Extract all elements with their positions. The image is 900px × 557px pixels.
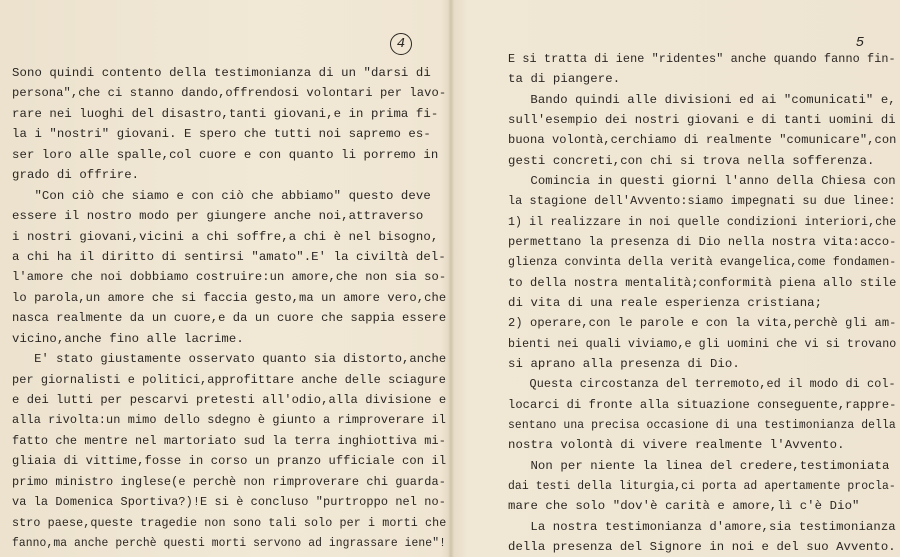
- text-line: va la Domenica Sportiva?)!E si è concluso "purtroppo nel no-: [12, 495, 446, 510]
- text-line: glienza convinta della verità evangelica,come fondamen-: [508, 255, 897, 270]
- text-line: dai testi della liturgia,ci porta ad apertamente procla-: [508, 479, 896, 493]
- text-line: mare che solo "dov'è carità e amore,lì c'è Dio": [508, 499, 860, 514]
- text-line: rare nei luoghi del disastro,tanti giovani,e in prima fi-: [12, 106, 439, 121]
- text-line: buona volontà,cerchiamo di realmente "comunicare",con: [508, 133, 897, 148]
- text-line: i nostri giovani,vicini a chi soffre,a chi è nel bisogno,: [12, 229, 439, 244]
- text-line: Comincia in questi giorni l'anno della Chiesa con: [508, 174, 896, 188]
- text-line: di vita di una reale esperienza cristiana;: [508, 296, 823, 310]
- text-line: ser loro alle spalle,col cuore e con quanto li porremo in: [12, 147, 439, 162]
- right-page: [452, 0, 900, 557]
- text-line: gliaia di vittime,fosse in corso un pranzo ufficiale con il: [12, 454, 447, 469]
- text-line: vicino,anche fino alle lacrime.: [12, 331, 244, 346]
- text-line: nasca realmente da un cuore,e da un cuore che sappia essere: [12, 311, 447, 326]
- text-line: la i "nostri" giovani. E spero che tutti noi sapremo es-: [12, 127, 431, 142]
- right-page-number: 5: [855, 35, 865, 51]
- text-line: nostra volontà di vivere realmente l'Avvento.: [508, 438, 845, 453]
- text-line: primo ministro inglese(e perchè non rimproverare chi guarda-: [12, 474, 446, 489]
- text-line: a chi ha il diritto di sentirsi "amato".E' la civiltà del-: [12, 249, 446, 264]
- text-line: per giornalisti e politici,approfittare anche delle sciagure: [12, 372, 446, 387]
- text-line: Questa circostanza del terremoto,ed il modo di col-: [508, 377, 896, 392]
- text-line: Non per niente la linea del credere,testimoniata: [508, 458, 890, 473]
- text-line: e dei lutti per pescarvi pretesti all'odio,alla divisione e: [12, 393, 447, 407]
- text-line: alla rivolta:un mimo dello sdegno è giunto a rimproverare il: [12, 413, 446, 428]
- text-line: essere il nostro modo per giungere anche noi,attraverso: [12, 209, 424, 223]
- text-line: della presenza del Signore in noi e del suo Avvento.: [508, 540, 896, 554]
- text-line: sull'esempio dei nostri giovani e di tanti uomini di: [508, 113, 896, 127]
- text-line: la stagione dell'Avvento:siamo impegnati su due linee:: [508, 194, 896, 209]
- text-line: permettano la presenza di Dio nella nostra vita:acco-: [508, 235, 897, 249]
- text-line: "Con ciò che siamo e con ciò che abbiamo" questo deve: [12, 188, 431, 203]
- text-line: locarci di fronte alla situazione conseguente,rappre-: [508, 397, 897, 412]
- text-line: persona",che ci stanno dando,offrendosi volontari per lavo-: [12, 86, 447, 101]
- text-line: Sono quindi contento della testimonianza di un "darsi di: [12, 66, 431, 80]
- text-line: E si tratta di iene "ridentes" anche quando fanno fin-: [508, 52, 896, 66]
- text-line: si aprano alla presenza di Dio.: [508, 357, 740, 371]
- text-line: bienti nei quali viviamo,e gli uomini che vi si trovano: [508, 336, 897, 351]
- text-line: fatto che mentre nel martoriato sud la terra inghiottiva mi-: [12, 433, 446, 448]
- text-line: La nostra testimonianza d'amore,sia testimonianza: [508, 519, 896, 534]
- text-line: to della nostra mentalità;conformità piena allo stile: [508, 275, 897, 290]
- text-line: ta di piangere.: [508, 72, 621, 87]
- text-line: gesti concreti,con chi si trova nella sofferenza.: [508, 153, 875, 168]
- text-line: l'amore che noi dobbiamo costruire:un amore,che non sia so-: [12, 270, 447, 285]
- text-line: 2) operare,con le parole e con la vita,perchè gli am-: [508, 316, 897, 331]
- text-line: fanno,ma anche perchè questi morti servono ad ingrassare iene"!: [12, 536, 446, 550]
- text-line: 1) il realizzare in noi quelle condizioni interiori,che: [508, 214, 897, 229]
- text-line: lo parola,un amore che si faccia gesto,ma un amore vero,che: [12, 290, 447, 305]
- text-line: sentano una precisa occasione di una testimonianza della: [508, 418, 896, 432]
- text-line: stro paese,queste tragedie non sono tali solo per i morti che: [12, 515, 447, 530]
- text-line: E' stato giustamente osservato quanto sia distorto,anche: [12, 352, 447, 367]
- text-line: Bando quindi alle divisioni ed ai "comunicati" e,: [508, 92, 896, 107]
- left-page-number: 4: [390, 33, 412, 55]
- text-line: grado di offrire.: [12, 168, 140, 183]
